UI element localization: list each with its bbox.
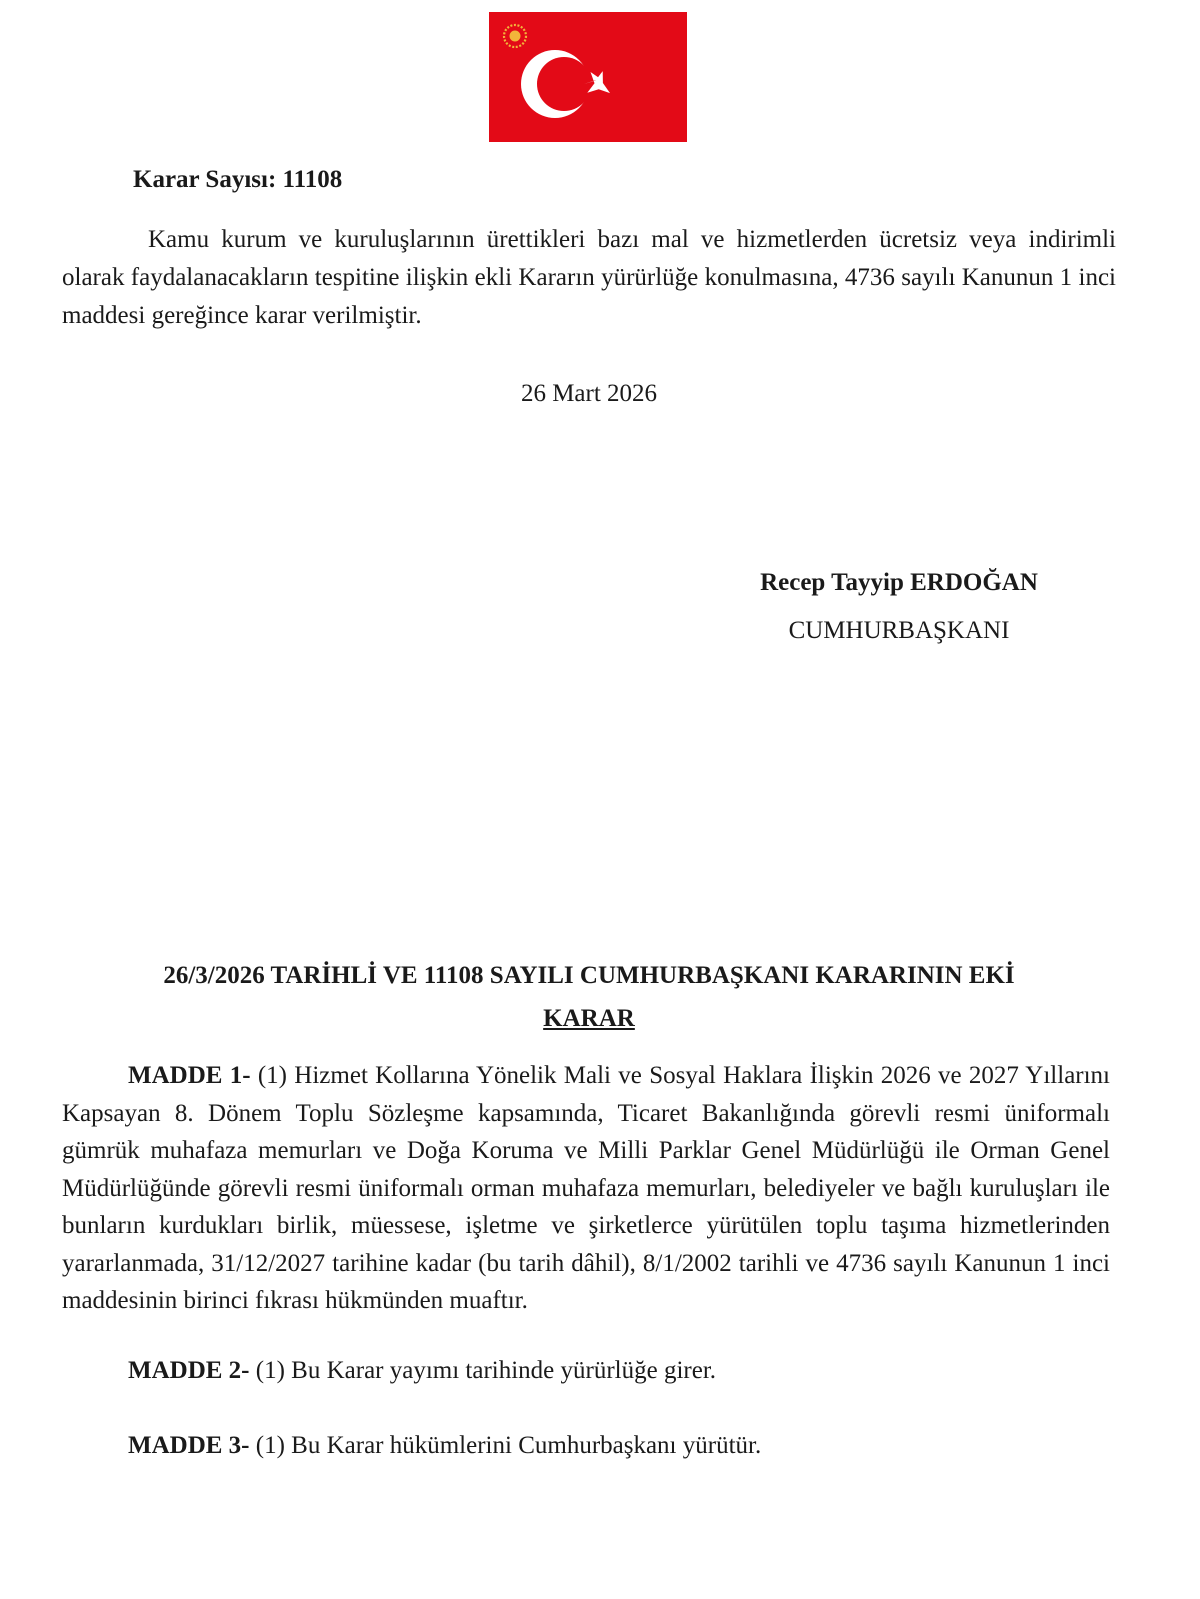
article-3 xyxy=(62,1427,1110,1465)
article-label: MADDE 2- xyxy=(128,1357,250,1384)
flag-emblem xyxy=(489,12,687,142)
decision-number: Karar Sayısı: 11108 xyxy=(133,166,343,193)
annex-heading: 26/3/2026 TARİHLİ VE 11108 SAYILI CUMHURBAŞKANI KARARININ EKİ xyxy=(163,962,1015,989)
article-text: (1) Bu Karar hükümlerini Cumhurbaşkanı yürütür. xyxy=(249,1432,762,1459)
article-text: (1) Bu Karar yayımı tarihinde yürürlüğe girer. xyxy=(249,1357,717,1384)
decision-preamble: Kamu kurum ve kuruluşlarının ürettikleri bazı mal ve hizmetlerden ücretsiz veya indirimli olarak faydalanacakların tespitine ilişkin ekli Kararın yürürlüğe konulmasına, 4736 sayılı Kanunun 1 inci maddesi gereğince karar verilmiştir. xyxy=(62,226,1116,329)
article-label: MADDE 3- xyxy=(128,1432,250,1459)
article-1 xyxy=(62,1057,1110,1320)
signature-block xyxy=(734,563,1064,651)
signatory-name: Recep Tayyip ERDOĞAN xyxy=(760,569,1038,596)
article-text: (1) Hizmet Kollarına Yönelik Mali ve Sosyal Haklara İlişkin 2026 ve 2027 Yıllarını Kapsayan 8. Dönem Toplu Sözleşme kapsamında, Ticaret Bakanlığında görevli resmi üniformalı gümrük muhafaza memurları ve Doğa Koruma ve Milli Parklar Genel Müdürlüğü ile Orman Genel Müdürlüğünde görevli resmi üniformalı orman muhafaza memurları, belediyeler ve bağlı kuruluşları ile bunların kurdukları birlik, müessese, işletme ve şirketlerce yürütülen toplu taşıma hizmetlerinden yararlanmada, 31/12/2027 tarihine kadar (bu tarih dâhil), 8/1/2002 tarihli ve 4736 sayılı Kanunun 1 inci maddesinin birinci fıkrası hükmünden muaftır. xyxy=(62,1062,1111,1314)
turkish-flag-icon xyxy=(489,12,687,142)
article-label: MADDE 1- xyxy=(128,1062,251,1089)
signatory-title: CUMHURBAŞKANI xyxy=(788,617,1010,644)
annex-subheading-text: KARAR xyxy=(543,1005,635,1032)
annex-subheading xyxy=(0,1000,1178,1038)
decision-date: 26 Mart 2026 xyxy=(520,380,658,407)
article-2 xyxy=(62,1352,1110,1390)
